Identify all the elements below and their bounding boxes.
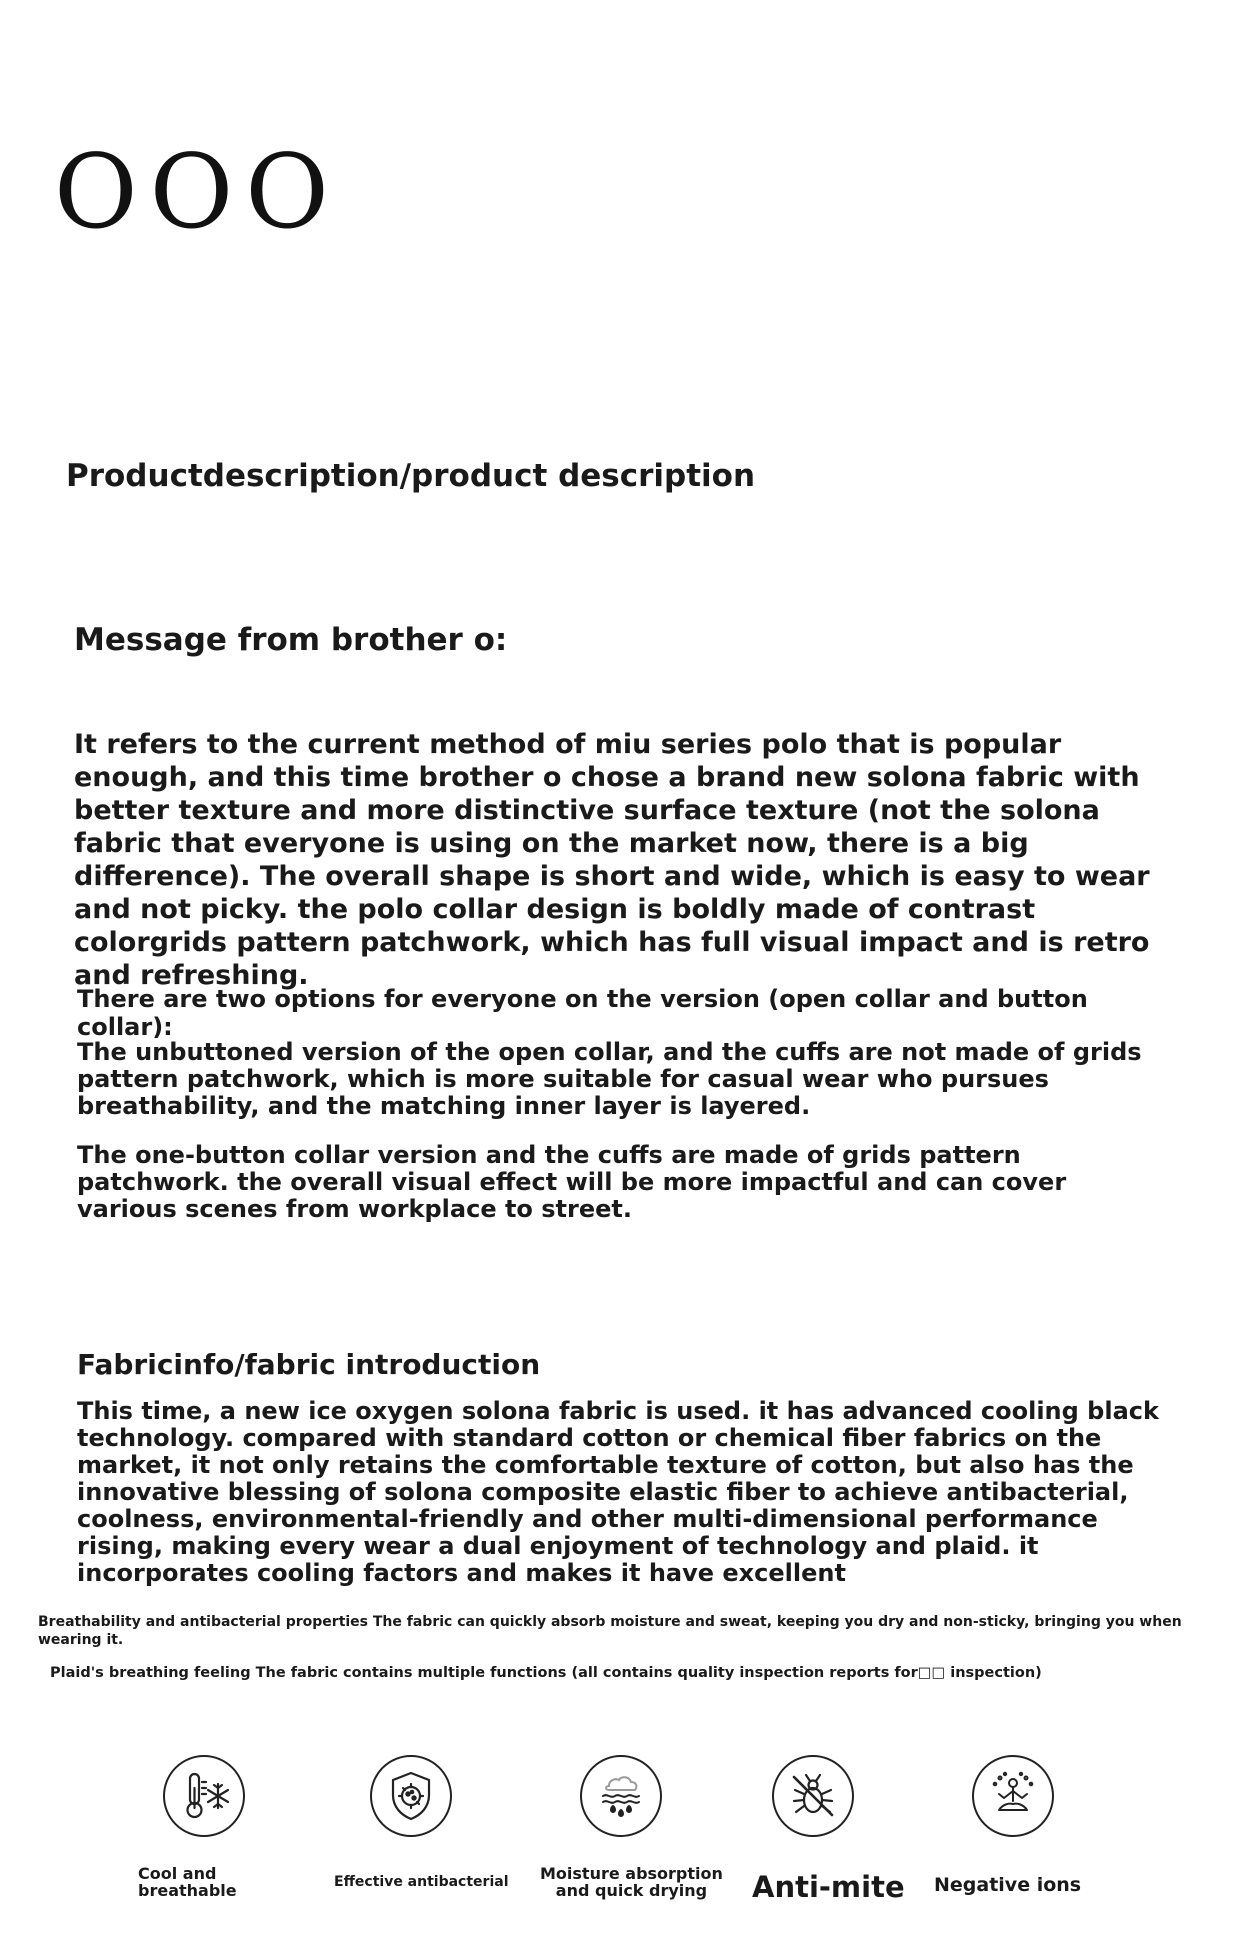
open-collar-paragraph: The unbuttoned version of the open collar, and the cuffs are not made of grids pattern patchwork, which is more suitable for casual wear who pursues breathability, and the matching inner layer is layered. <box>77 1038 1142 1120</box>
meditation-ions-icon <box>972 1755 1054 1837</box>
feature-antibacterial <box>334 1755 509 1935</box>
feature-label: Negative ions <box>934 1874 1082 1896</box>
fabric-heading: Fabricinfo/fabric introduction <box>77 1348 541 1381</box>
feature-cool-breathable <box>140 1755 290 1935</box>
button-collar-paragraph: The one-button collar version and the cuffs are made of grids pattern patchwork. the overall visual effect will be more impactful and can cover various scenes from workplace to street. <box>77 1141 1067 1223</box>
feature-label: Cool and breathable <box>138 1864 237 1900</box>
no-mite-icon <box>772 1755 854 1837</box>
moisture-icon <box>580 1755 662 1837</box>
feature-label: Anti-mite <box>752 1870 905 1904</box>
feature-moisture <box>538 1755 723 1935</box>
feature-label: Effective antibacterial <box>334 1874 509 1890</box>
feature-anti-mite <box>748 1755 905 1935</box>
shield-bacteria-icon <box>370 1755 452 1837</box>
brand-logo: OOO <box>54 133 341 252</box>
message-heading: Message from brother o: <box>74 622 508 658</box>
feature-negative-ions <box>932 1755 1082 1935</box>
thermometer-snowflake-icon <box>163 1755 245 1837</box>
options-paragraph: There are two options for everyone on the version (open collar and button collar): <box>77 985 1088 1041</box>
feature-label: Moisture absorption and quick drying <box>540 1864 723 1900</box>
breathability-note: Breathability and antibacterial properties The fabric can quickly absorb moisture and sweat, keeping you dry and non-sticky, bringing you when wearing it. <box>38 1614 1182 1648</box>
fabric-paragraph: This time, a new ice oxygen solona fabric is used. it has advanced cooling black technology. compared with standard cotton or chemical fiber fabrics on the market, it not only retains the comfortable texture of cotton, but also has the innovative blessing of solona composite elastic fiber to achieve antibacterial, coolness, environmental-friendly and other multi-dimensional performance rising, making every wear a dual enjoyment of technology and plaid. it incorporates cooling factors and makes it have excellent <box>77 1397 1159 1587</box>
intro-paragraph: It refers to the current method of miu series polo that is popular enough, and this time brother o chose a brand new solona fabric with better texture and more distinctive surface texture (not the solona fabric that everyone is using on the market now, there is a big difference). The overall shape is short and wide, which is easy to wear and not picky. the polo collar design is boldly made of contrast colorgrids pattern patchwork, which has full visual impact and is retro and refreshing. <box>74 729 1150 991</box>
functions-note: Plaid's breathing feeling The fabric contains multiple functions (all contains quality inspection reports for□□ inspection) <box>50 1665 1042 1681</box>
product-description-heading: Productdescription/product description <box>66 458 756 494</box>
